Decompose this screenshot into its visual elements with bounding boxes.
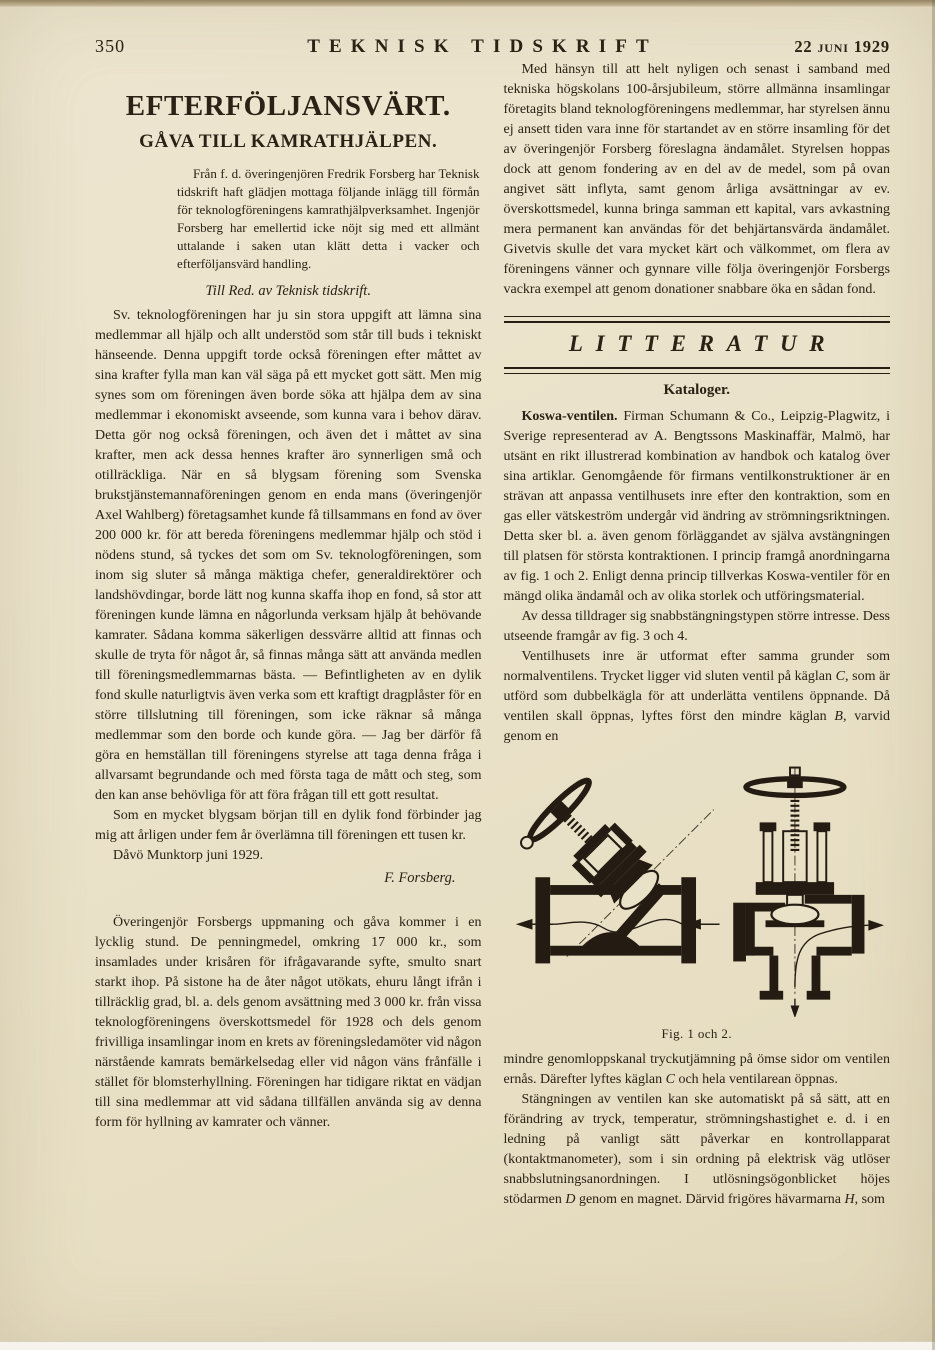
catalog-paragraph bbox=[504, 407, 891, 607]
paragraph-mindre: mindre genomloppskanal tryckutjämning på ömse sidor om ventilen ernås. Därefter lyftes käglan C och hela ventilarean öppnas. bbox=[503, 1052, 890, 1087]
issue-date: 22 juni 1929 bbox=[794, 37, 890, 56]
valve-cross-section-drawing bbox=[508, 759, 886, 1017]
fig2-angle-valve bbox=[733, 768, 884, 1017]
flow-arrow-outlet bbox=[868, 920, 884, 931]
editorial-response-paragraph: Med hänsyn till att helt nyligen och senast i samband med tekniska högskolans 100-årsjubileum, större allmänna insamlingar företagits bland teknologföreningens medlemmar, har styrelsen ännu ej ansett tiden vara inne för startandet av en större insamling för det av överingenjör Forsberg föreslagna ändamålet. Styrelsen hoppas dock att genom fondering av en del av de medel, som på ovan angivet sätt inflyta, samt genom årliga avsättningar av ev. överskottsmedel, kunna bringa samman ett kapital, vars avkastning mera permanent kan användas för det behjärtansvärda ändamålet. Givetvis skulle det vara mycket kärt och välkommet, om flera av föreningens vänner och gynnare ville följa överingenjör Forsbergs vackra exempel att genom donationer snabbare öka en sådan fond. bbox=[503, 62, 890, 297]
article-title: EFTERFÖLJANSVÄRT. bbox=[125, 90, 451, 122]
editorial-comment: Överingenjör Forsbergs uppmaning och gåva kommer i en lycklig stund. De penningmedel, omkring 17 000 kr., som insamlades under krisåren för ifrågavarande syfte, smulto snart starkt ihop. På sistone ha de åter något utökats, ehuru långt ifrån i tillräcklig grad, bl. a. dels genom avsättning med 3 000 kr. från vissa teknologföreningens överskottsmedel för 1928 och dels genom frivilliga insamlingar inom en krets av föreningsledamöter vid någon närstående kamrats bemärkelsedag eller vid någon väns frånfälle i stället för blomsterhyllning. Föreningen har tidigare riktat en vädjan till sina medlemmar att vid sådana tillfällen använda sig av denna form för hyllning av kamrater och vänner. bbox=[95, 915, 482, 1130]
right-column bbox=[504, 60, 891, 1210]
flow-arrow-bottom bbox=[790, 999, 799, 1017]
scan-edge-bottom bbox=[0, 1341, 935, 1350]
letter-signature: F. Forsberg. bbox=[384, 870, 456, 886]
double-rule-top bbox=[504, 316, 891, 323]
catalog-body-text: Firman Schumann & Co., Leipzig-Plagwitz, i Sverige representerad av A. Bengtssons Maskinaffär, Malmö, har utsänt en rikt illustrerad kombination av handbok och katalog över sina artiklar. Genomgående för firmans ventilkonstruktioner är en strävan att anpassa ventilhusets inre efter den kontraktion, som en gas eller vätskeström undergår vid ändring av strömningsriktningen. Detta sker bl. a. även genom förläggandet av själva avstängningen till platsen för största kontraktionen. I princip framgå anordningarna av fig. 1 och 2. Enligt denna princip tillverkas Koswa-ventiler för en mängd olika ändamål och av olika storlek och utföringsmaterial. bbox=[503, 409, 891, 604]
article-subtitle: GÅVA TILL KAMRATHJÄLPEN. bbox=[139, 131, 438, 152]
paragraph-snabbstangning: Av dessa tilldrager sig snabbstängningstypen större intresse. Dess utseende framgår av fig. 3 och 4. bbox=[503, 609, 890, 644]
two-column-layout bbox=[0, 60, 935, 1210]
paragraph-stangning: Stängningen av ventilen kan ske automatiskt på så sätt, att en förändring av tryck, temperatur, strömningshastighet e. d. i en ledning på vanligt sätt påverkar en kontrollapparat (kontaktmanometer), som i sin ordning på elektrisk väg utlöser snabbslutningsanordningen. I utlösningsögonblicket höjes stödarmen D genom en magnet. Därvid frigöres hävarmarna H, som bbox=[503, 1092, 890, 1207]
editorial-intro: Från f. d. överingenjören Fredrik Forsberg har Teknisk tidskrift haft glädjen mottaga följande inlägg till förmån för teknologföreningens kamrathjälpverksamhet. Ingenjör Forsberg har emellertid icke nöjt sig med ett allmänt uttalande i saken utan klätt detta i vacker och efterföljansvärd handling. bbox=[177, 166, 480, 271]
letter-paragraph-1: Sv. teknologföreningen har ju sin stora uppgift att lämna sina medlemmar all hjälp och allt understöd som står till buds i tekniskt hänseende. Denna uppgift torde också föreningen efter måttet av sina krafter fylla man kan väl säga på ett mycket gott sätt. Men mig synes som om föreningen även borde söka att hjälpa dem av sina medlemmar i ekonomiskt avseende, som kunna vara i behov därav. Detta gör nog också föreningen, och även det i måttet av sina krafter, men ack dessa hennes krafter äro synnerligen små och otillräckliga. När en så blygsam förening som Svenska brukstjänstemannaföreningen genom en enda mans (överingenjör Axel Wahlberg) företagsamhet kunde få tillsammans en fond av över 200 000 kr. för att bereda föreningens medlemmar hjälp och stöd i nödens stund, så tyckes det som om Sv. teknologföreningen, som inom sig sluter så många mäktiga chefer, generaldirektörer och landshövdingar, borde lätt nog kunna skaffa ihop en fond, så stor att föreningen kunde lämna en någorlunda verksam hjälp åt behövande kamrater. Sådana komma säkerligen dessvärre alltid att finnas och skulle de tryta för något år, så finnas många sätt att använda medlen till föreningsmedlemmarnas bästa. — Befintligheten av en dylik fond skulle naturligtvis även verka som ett kraftigt dragplåster för en större tillslutning till föreningen, som icke räknar så många medlemmar som den borde och kunde göra. — Jag ber därför få göra en hemställan till föreningens styrelse att taga denna fråga i allvarsamt begrundande och med första taga de mått och steg, som den kan anse behövliga för att föra frågan till ett gott resultat. bbox=[95, 308, 482, 803]
figure-caption: Fig. 1 och 2. bbox=[661, 1026, 732, 1041]
section-title: LITTERATUR bbox=[568, 331, 838, 356]
double-rule-bottom bbox=[504, 367, 891, 374]
letter-salutation: Till Red. av Teknisk tidskrift. bbox=[205, 283, 371, 299]
paragraph-ventilhus: Ventilhusets inre är utformat efter samma grunder som normalventilens. Trycket ligger vid sluten ventil på käglan C, som är utförd som dubbelkägla för att underlätta ventilens öppnande. Då ventilen skall öppnas, lyftes först den mindre käglan B, varvid genom en bbox=[503, 649, 890, 744]
litteratur-section-header bbox=[504, 316, 891, 374]
page-number: 350 bbox=[95, 36, 126, 56]
kataloger-heading: Kataloger. bbox=[663, 382, 731, 398]
journal-title: TEKNISK TIDSKRIFT bbox=[307, 36, 658, 57]
valve-figure bbox=[504, 759, 891, 1042]
letter-paragraph-2: Som en mycket blygsam början till en dylik fond förbinder jag mig att årligen under fem år överlämna till föreningen ett tusen kr. bbox=[95, 808, 482, 843]
page-header bbox=[0, 0, 935, 58]
letter-dateline: Dåvö Munktorp juni 1929. bbox=[113, 848, 264, 863]
fig1-inclined-valve bbox=[516, 776, 720, 964]
scan-edge-top bbox=[0, 0, 935, 7]
left-column bbox=[95, 60, 482, 1210]
catalog-lead: Koswa-ventilen. bbox=[521, 409, 618, 424]
